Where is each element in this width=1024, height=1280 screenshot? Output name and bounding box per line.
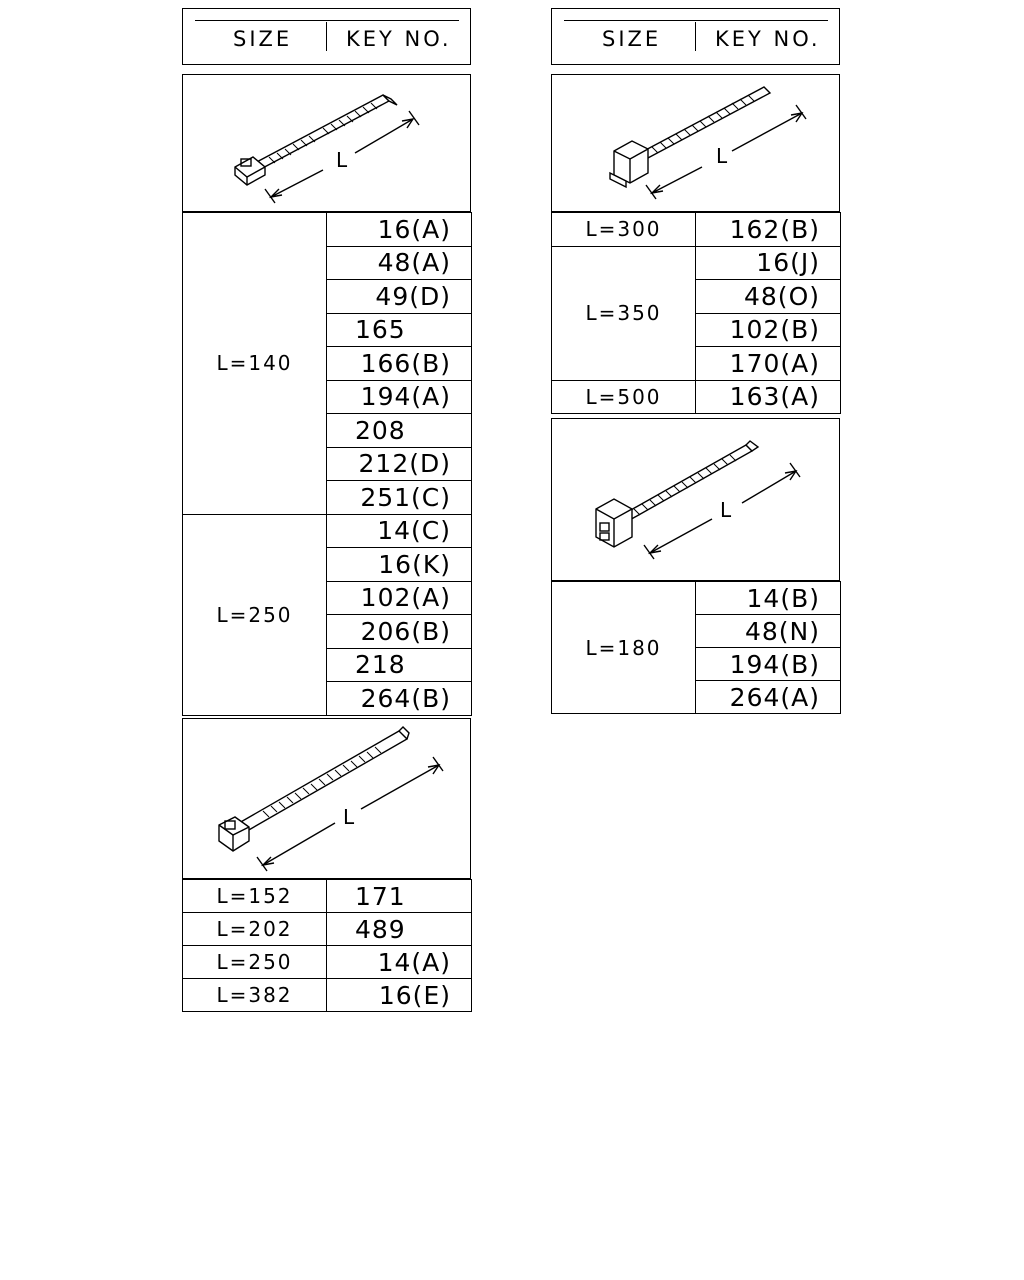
size-cell: L=202 <box>183 913 327 946</box>
key-number: 171 <box>327 880 472 913</box>
cable-tie-drawing <box>183 719 471 879</box>
cable-tie-illustration-3 <box>182 718 471 879</box>
header-divider <box>326 22 327 51</box>
key-number: 251(C) <box>327 481 472 515</box>
size-cell: L=250 <box>183 514 327 715</box>
key-number: 49(D) <box>327 280 472 314</box>
key-number: 166(B) <box>327 347 472 381</box>
key-number: 218 <box>327 648 472 682</box>
key-number: 16(J) <box>696 246 841 280</box>
key-number: 162(B) <box>696 213 841 247</box>
left-column-header <box>182 8 471 65</box>
key-number: 194(A) <box>327 380 472 414</box>
right-parts-table-2 <box>551 581 841 714</box>
key-no-header: KEY NO. <box>715 27 821 51</box>
key-number: 48(O) <box>696 280 841 314</box>
cable-tie-illustration-2 <box>551 74 840 212</box>
header-divider <box>695 22 696 51</box>
key-number: 489 <box>327 913 472 946</box>
size-header: SIZE <box>233 27 293 51</box>
key-number: 264(B) <box>327 682 472 716</box>
key-number: 16(A) <box>327 213 472 247</box>
left-parts-table-2 <box>182 879 472 1012</box>
size-header: SIZE <box>602 27 662 51</box>
key-number: 16(E) <box>327 979 472 1012</box>
key-number: 48(A) <box>327 246 472 280</box>
size-cell: L=250 <box>183 946 327 979</box>
right-parts-table-1 <box>551 212 841 414</box>
key-number: 212(D) <box>327 447 472 481</box>
cable-tie-illustration-1 <box>182 74 471 212</box>
header-rule <box>564 20 828 21</box>
dimension-label: L <box>336 148 348 172</box>
key-number: 14(A) <box>327 946 472 979</box>
right-column-header <box>551 8 840 65</box>
size-cell: L=500 <box>552 380 696 414</box>
key-number: 14(C) <box>327 514 472 548</box>
size-cell: L=140 <box>183 213 327 515</box>
key-number: 194(B) <box>696 648 841 681</box>
key-no-header: KEY NO. <box>346 27 452 51</box>
dimension-label: L <box>720 498 732 522</box>
size-cell: L=350 <box>552 246 696 380</box>
cable-tie-drawing <box>552 75 840 212</box>
size-cell: L=180 <box>552 582 696 714</box>
key-number: 208 <box>327 414 472 448</box>
size-cell: L=152 <box>183 880 327 913</box>
size-cell: L=382 <box>183 979 327 1012</box>
left-parts-table-1 <box>182 212 472 716</box>
size-cell: L=300 <box>552 213 696 247</box>
dimension-label: L <box>716 144 728 168</box>
key-number: 206(B) <box>327 615 472 649</box>
key-number: 16(K) <box>327 548 472 582</box>
cable-tie-illustration-4 <box>551 418 840 581</box>
header-rule <box>195 20 459 21</box>
key-number: 48(N) <box>696 615 841 648</box>
key-number: 102(A) <box>327 581 472 615</box>
cable-tie-drawing <box>552 419 840 581</box>
cable-tie-drawing <box>183 75 471 212</box>
key-number: 170(A) <box>696 347 841 381</box>
dimension-label: L <box>343 805 355 829</box>
key-number: 165 <box>327 313 472 347</box>
key-number: 14(B) <box>696 582 841 615</box>
key-number: 163(A) <box>696 380 841 414</box>
key-number: 102(B) <box>696 313 841 347</box>
key-number: 264(A) <box>696 681 841 714</box>
